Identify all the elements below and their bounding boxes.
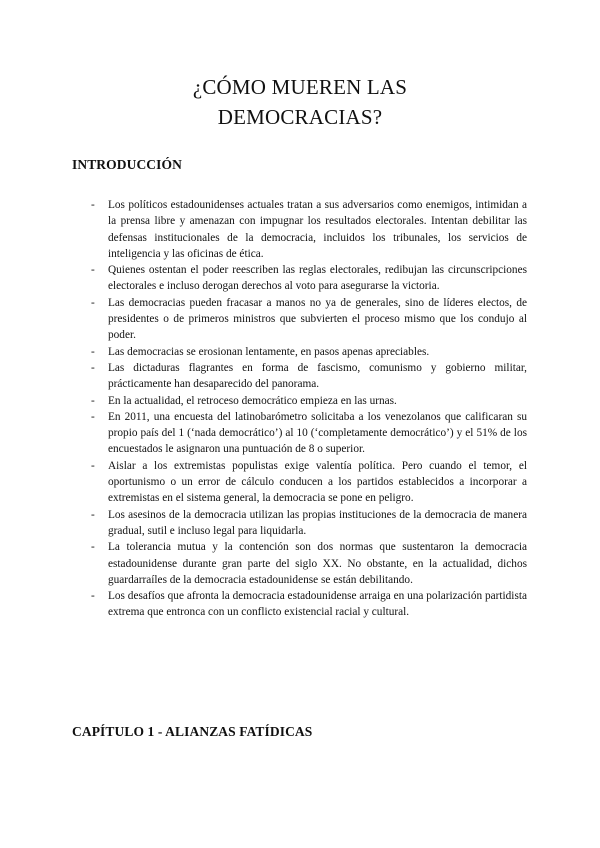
list-item: - Las democracias se erosionan lentamente, en pasos apenas apreciables. [108,344,527,360]
list-item: - La tolerancia mutua y la contención son dos normas que sustentaron la democracia estadounidense durante gran parte del siglo XX. No obstante, en la actualidad, dichos guardarraíles de la democracia estadounidense se están debilitando. [108,539,527,588]
list-item: - En la actualidad, el retroceso democrático empieza en las urnas. [108,393,527,409]
list-item: - En 2011, una encuesta del latinobarómetro solicitaba a los venezolanos que calificaran su propio país del 1 (‘nada democrático’) al 10 (‘completamente democrático’) y el 51% de los encuestados le asignaron una puntuación de 8 o superior. [108,409,527,458]
list-item: - Las dictaduras flagrantes en forma de fascismo, comunismo y gobierno militar, prácticamente han desaparecido del panorama. [108,360,527,393]
list-item: - Los asesinos de la democracia utilizan las propias instituciones de la democracia de manera gradual, sutil e incluso legal para liquidarla. [108,507,527,540]
section-heading-introduccion: INTRODUCCIÓN [72,157,182,172]
title-line-2: DEMOCRACIAS? [217,105,383,129]
page-title [0,72,600,132]
bullet-list [108,197,527,621]
section-heading-capitulo-1: CAPÍTULO 1 - ALIANZAS FATÍDICAS [72,724,313,739]
title-line-1: ¿CÓMO MUEREN LAS [192,75,408,99]
list-item: - Las democracias pueden fracasar a manos no ya de generales, sino de líderes electos, de presidentes o de primeros ministros que subvierten el proceso mismo que los condujo al poder. [108,295,527,344]
list-item: - Los políticos estadounidenses actuales tratan a sus adversarios como enemigos, intimidan a la prensa libre y amenazan con impugnar los resultados electorales. Intentan debilitar las defensas institucionales de la democracia, incluidos los tribunales, los servicios de inteligencia y las oficinas de ética. [108,197,527,262]
list-item: - Los desafíos que afronta la democracia estadounidense arraiga en una polarización partidista extrema que entronca con un conflicto existencial racial y cultural. [108,588,527,621]
list-item: - Aislar a los extremistas populistas exige valentía política. Pero cuando el temor, el oportunismo o un error de cálculo conducen a los partidos establecidos a incorporar a extremistas en el sistema general, la democracia se pone en peligro. [108,458,527,507]
list-item: - Quienes ostentan el poder reescriben las reglas electorales, redibujan las circunscripciones electorales e incluso derogan derechos al voto para asegurarse la victoria. [108,262,527,295]
